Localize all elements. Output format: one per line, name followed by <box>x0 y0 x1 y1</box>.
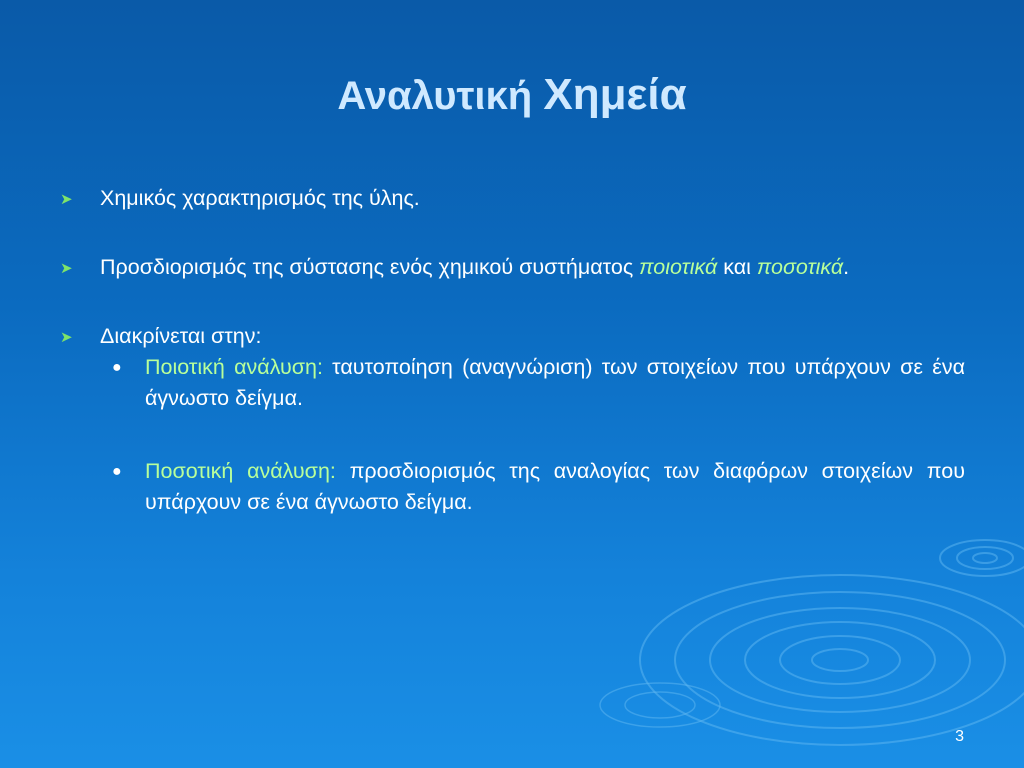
sub-bullet-label: Ποσοτική ανάλυση: <box>145 459 336 483</box>
arrow-bullet-icon: ➤ <box>60 260 73 277</box>
dot-bullet-icon: ● <box>112 463 122 480</box>
sub-bullet-text: προσδιορισμός της αναλογίας των διαφόρων στοιχείων που υπάρχουν σε ένα άγνωστο δείγμα. <box>145 459 965 514</box>
emphasis-quantitative: ποσοτικά <box>756 255 844 279</box>
arrow-bullet-icon: ➤ <box>60 191 73 208</box>
bullet-text: Προσδιορισμός της σύστασης ενός χημικού συστήματος <box>100 255 634 279</box>
emphasis-qualitative: ποιοτικά <box>639 255 718 279</box>
sub-bullet-text: ταυτοποίηση (αναγνώριση) των στοιχείων που υπάρχουν σε ένα άγνωστο δείγμα. <box>145 355 965 410</box>
bullet-text: Χημικός χαρακτηρισμός της ύλης. <box>100 186 420 210</box>
arrow-bullet-icon: ➤ <box>60 329 73 346</box>
title-part1: Αναλυτική <box>337 74 533 118</box>
sub-bullet-label: Ποιοτική ανάλυση: <box>145 355 323 379</box>
bullet-text: Διακρίνεται στην: <box>100 324 262 348</box>
bullet-connector: και <box>723 255 751 279</box>
title-part2: Χημεία <box>543 70 687 119</box>
sub-bullet-item <box>60 352 965 414</box>
sub-bullet-item <box>60 456 965 518</box>
slide-content <box>60 183 965 518</box>
bullet-item <box>60 183 965 214</box>
bullet-end: . <box>843 255 850 279</box>
slide-title <box>0 70 1024 120</box>
dot-bullet-icon: ● <box>112 359 122 376</box>
bullet-item <box>60 252 965 283</box>
bullet-item <box>60 321 965 352</box>
page-number: 3 <box>955 728 964 745</box>
